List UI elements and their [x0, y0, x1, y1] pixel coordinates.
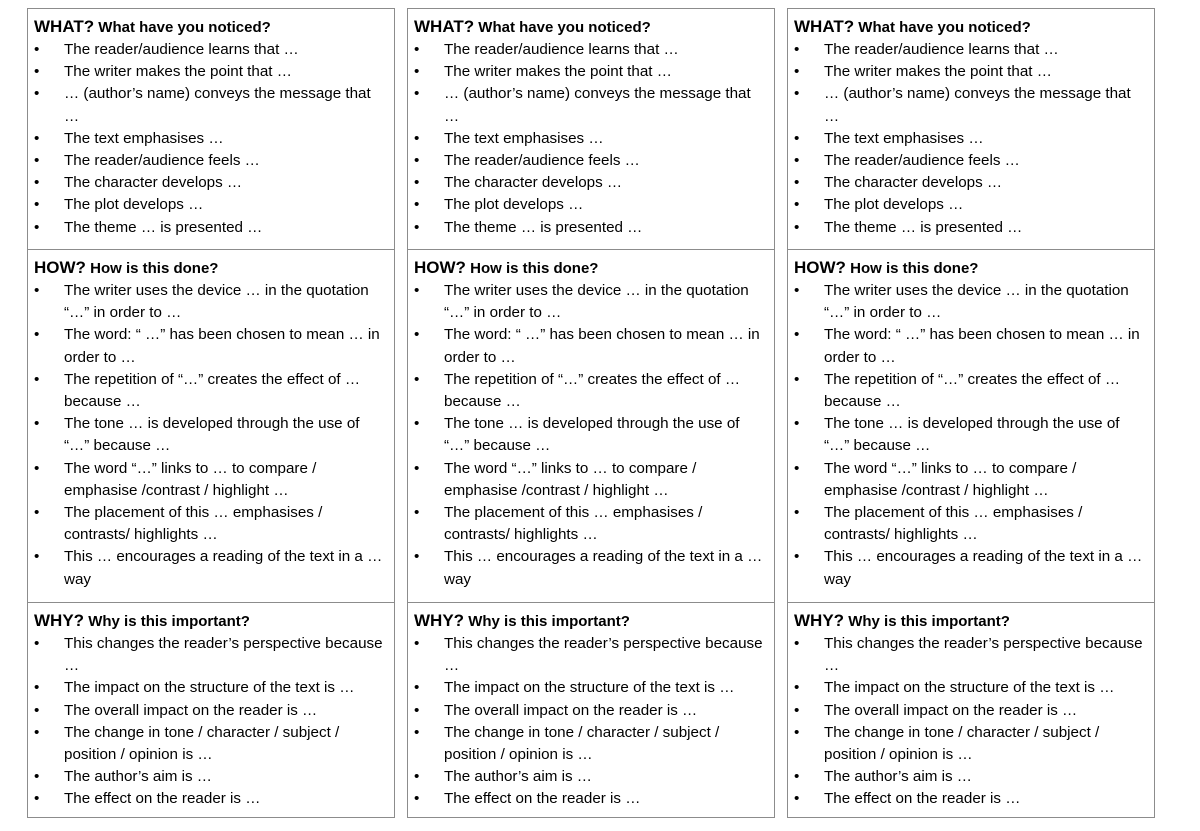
list-item-text: The writer makes the point that … [64, 63, 292, 81]
list-item [414, 217, 768, 239]
list-item-text: The character develops … [64, 174, 243, 192]
list-item [34, 128, 388, 150]
list-item [794, 458, 1148, 502]
bullet-icon: • [34, 679, 40, 697]
list-item [34, 150, 388, 172]
heading-subtitle: How is this done? [90, 260, 219, 277]
list-item-text: The change in tone / character / subject / position / opinion is … [444, 723, 720, 764]
list-item-text: The writer uses the device … in the quotation “…” in order to … [64, 282, 369, 322]
list-item [794, 217, 1148, 239]
list-item-text: The plot develops … [64, 196, 204, 214]
list-item-text: The author’s aim is … [444, 768, 592, 786]
bullet-icon: • [414, 152, 420, 170]
list-item-text: The theme … is presented … [64, 218, 263, 236]
bullet-icon: • [34, 85, 40, 103]
list-item [34, 280, 388, 324]
bullet-icon: • [34, 459, 40, 477]
list-item [414, 128, 768, 150]
heading-subtitle: What have you noticed? [478, 19, 651, 36]
why-section [28, 602, 394, 817]
bullet-icon: • [414, 679, 420, 697]
section-heading [794, 611, 1148, 632]
bullet-icon: • [414, 415, 420, 433]
what-section [408, 9, 774, 249]
list-item [34, 546, 388, 590]
prompt-list [34, 633, 388, 811]
bullet-icon: • [414, 370, 420, 388]
bullet-icon: • [414, 218, 420, 236]
list-item-text: The reader/audience feels … [64, 152, 260, 170]
heading-question: WHAT? [794, 17, 855, 36]
list-item-text: This … encourages a reading of the text in a … way [64, 548, 383, 588]
list-item-text: This changes the reader’s perspective because … [824, 635, 1143, 675]
list-item-text: The overall impact on the reader is … [824, 701, 1078, 719]
list-item-text: The character develops … [824, 174, 1003, 192]
list-item [414, 324, 768, 368]
list-item-text: The reader/audience learns that … [824, 41, 1059, 58]
bullet-icon: • [414, 282, 420, 299]
bullet-icon: • [414, 129, 420, 147]
list-item-text: The reader/audience feels … [824, 152, 1020, 170]
list-item-text: The word “…” links to … to compare / emphasise /contrast / highlight … [824, 459, 1077, 499]
list-item [414, 369, 768, 413]
list-item-text: The repetition of “…” creates the effect of … because … [64, 370, 361, 411]
what-section [28, 9, 394, 249]
bullet-icon: • [794, 282, 800, 299]
bullet-icon: • [34, 370, 40, 388]
bullet-icon: • [794, 723, 800, 741]
bullet-icon: • [794, 790, 800, 808]
list-item-text: The effect on the reader is … [824, 790, 1021, 808]
heading-subtitle: What have you noticed? [858, 19, 1031, 36]
list-item [34, 722, 388, 766]
list-item-text: The impact on the structure of the text is … [444, 679, 735, 697]
list-item-text: The plot develops … [444, 196, 584, 214]
bullet-icon: • [794, 635, 800, 652]
bullet-icon: • [794, 63, 800, 81]
list-item [34, 788, 388, 810]
heading-question: WHY? [794, 611, 845, 630]
list-item [34, 502, 388, 546]
list-item-text: The plot develops … [824, 196, 964, 214]
bullet-icon: • [414, 548, 420, 566]
why-section [788, 602, 1154, 817]
list-item-text: The word “…” links to … to compare / emphasise /contrast / highlight … [444, 459, 697, 499]
list-item-text: The author’s aim is … [824, 768, 972, 786]
bullet-icon: • [34, 129, 40, 147]
bullet-icon: • [794, 152, 800, 170]
bullet-icon: • [414, 326, 420, 344]
bullet-icon: • [794, 41, 800, 58]
bullet-icon: • [414, 63, 420, 81]
heading-subtitle: How is this done? [470, 260, 599, 277]
prompt-card-column-2 [407, 8, 775, 818]
bullet-icon: • [794, 415, 800, 433]
list-item [794, 194, 1148, 216]
list-item-text: This changes the reader’s perspective because … [444, 635, 763, 675]
list-item [794, 677, 1148, 699]
list-item [414, 150, 768, 172]
list-item [34, 61, 388, 83]
heading-subtitle: Why is this important? [468, 613, 630, 630]
section-heading [414, 17, 768, 38]
section-heading [34, 258, 388, 279]
list-item [794, 546, 1148, 590]
list-item-text: The effect on the reader is … [444, 790, 641, 808]
bullet-icon: • [794, 768, 800, 786]
list-item [414, 546, 768, 590]
heading-question: WHAT? [414, 17, 475, 36]
prompt-card-column-3 [787, 8, 1155, 818]
list-item [794, 172, 1148, 194]
bullet-icon: • [34, 635, 40, 652]
bullet-icon: • [794, 459, 800, 477]
bullet-icon: • [34, 63, 40, 81]
prompt-list [794, 280, 1148, 591]
bullet-icon: • [794, 370, 800, 388]
how-section [788, 249, 1154, 602]
list-item-text: The writer uses the device … in the quotation “…” in order to … [824, 282, 1129, 322]
list-item [34, 369, 388, 413]
list-item [414, 700, 768, 722]
list-item-text: The placement of this … emphasises / contrasts/ highlights … [824, 504, 1083, 544]
list-item [414, 502, 768, 546]
list-item [794, 700, 1148, 722]
heading-subtitle: Why is this important? [88, 613, 250, 630]
list-item-text: … (author’s name) conveys the message that … [444, 85, 751, 125]
bullet-icon: • [34, 41, 40, 58]
bullet-icon: • [34, 196, 40, 214]
list-item [414, 458, 768, 502]
list-item [794, 788, 1148, 810]
list-item [34, 633, 388, 677]
bullet-icon: • [414, 635, 420, 652]
list-item [794, 83, 1148, 127]
heading-question: HOW? [794, 258, 846, 277]
bullet-icon: • [794, 174, 800, 192]
list-item-text: The tone … is developed through the use of “…” because … [64, 415, 360, 455]
list-item [34, 458, 388, 502]
section-heading [34, 17, 388, 38]
list-item-text: The reader/audience feels … [444, 152, 640, 170]
bullet-icon: • [794, 218, 800, 236]
bullet-icon: • [414, 85, 420, 103]
bullet-icon: • [34, 152, 40, 170]
bullet-icon: • [794, 679, 800, 697]
list-item [794, 324, 1148, 368]
list-item [414, 788, 768, 810]
section-heading [34, 611, 388, 632]
list-item-text: The repetition of “…” creates the effect of … because … [824, 370, 1121, 411]
list-item [34, 39, 388, 61]
prompt-list [34, 280, 388, 591]
heading-subtitle: What have you noticed? [98, 19, 271, 36]
bullet-icon: • [34, 790, 40, 808]
heading-question: WHAT? [34, 17, 95, 36]
list-item-text: The word: “ …” has been chosen to mean … in order to … [824, 326, 1140, 366]
prompt-list [794, 39, 1148, 239]
list-item-text: The character develops … [444, 174, 623, 192]
list-item-text: The word: “ …” has been chosen to mean … in order to … [64, 326, 380, 366]
list-item-text: This … encourages a reading of the text in a … way [444, 548, 763, 588]
list-item-text: The placement of this … emphasises / contrasts/ highlights … [444, 504, 703, 544]
list-item [34, 194, 388, 216]
list-item-text: The effect on the reader is … [64, 790, 261, 808]
list-item [414, 413, 768, 457]
list-item [34, 324, 388, 368]
list-item-text: The placement of this … emphasises / contrasts/ highlights … [64, 504, 323, 544]
how-section [28, 249, 394, 602]
list-item [414, 677, 768, 699]
list-item-text: The reader/audience learns that … [64, 41, 299, 58]
bullet-icon: • [794, 85, 800, 103]
bullet-icon: • [414, 174, 420, 192]
bullet-icon: • [414, 459, 420, 477]
list-item-text: The overall impact on the reader is … [64, 701, 318, 719]
list-item [794, 150, 1148, 172]
how-section [408, 249, 774, 602]
bullet-icon: • [794, 129, 800, 147]
heading-subtitle: How is this done? [850, 260, 979, 277]
bullet-icon: • [414, 196, 420, 214]
list-item-text: The tone … is developed through the use of “…” because … [824, 415, 1120, 455]
list-item [414, 722, 768, 766]
bullet-icon: • [34, 282, 40, 299]
bullet-icon: • [34, 548, 40, 566]
list-item [794, 502, 1148, 546]
list-item-text: The reader/audience learns that … [444, 41, 679, 58]
list-item [414, 194, 768, 216]
list-item [794, 39, 1148, 61]
bullet-icon: • [34, 701, 40, 719]
section-heading [794, 17, 1148, 38]
list-item [34, 83, 388, 127]
heading-subtitle: Why is this important? [848, 613, 1010, 630]
prompt-list [414, 280, 768, 591]
bullet-icon: • [34, 768, 40, 786]
bullet-icon: • [794, 548, 800, 566]
bullet-icon: • [34, 218, 40, 236]
list-item [414, 633, 768, 677]
list-item-text: The change in tone / character / subject / position / opinion is … [824, 723, 1100, 764]
list-item [34, 413, 388, 457]
list-item [794, 61, 1148, 83]
bullet-icon: • [414, 701, 420, 719]
bullet-icon: • [414, 723, 420, 741]
bullet-icon: • [794, 196, 800, 214]
section-heading [414, 611, 768, 632]
bullet-icon: • [34, 174, 40, 192]
list-item-text: The author’s aim is … [64, 768, 212, 786]
list-item [794, 128, 1148, 150]
list-item-text: The text emphasises … [824, 129, 984, 147]
list-item-text: The text emphasises … [64, 129, 224, 147]
list-item [414, 766, 768, 788]
heading-question: WHY? [414, 611, 465, 630]
prompt-list [794, 633, 1148, 811]
list-item [794, 280, 1148, 324]
list-item-text: This … encourages a reading of the text in a … way [824, 548, 1143, 588]
list-item-text: The writer makes the point that … [824, 63, 1052, 81]
list-item [34, 677, 388, 699]
section-heading [414, 258, 768, 279]
list-item [414, 280, 768, 324]
heading-question: HOW? [34, 258, 86, 277]
list-item-text: The word: “ …” has been chosen to mean … in order to … [444, 326, 760, 366]
bullet-icon: • [414, 504, 420, 522]
heading-question: HOW? [414, 258, 466, 277]
list-item [34, 700, 388, 722]
list-item [34, 217, 388, 239]
list-item [414, 172, 768, 194]
bullet-icon: • [414, 768, 420, 786]
list-item-text: The change in tone / character / subject / position / opinion is … [64, 723, 340, 764]
what-section [788, 9, 1154, 249]
list-item-text: The overall impact on the reader is … [444, 701, 698, 719]
bullet-icon: • [794, 504, 800, 522]
list-item-text: The word “…” links to … to compare / emphasise /contrast / highlight … [64, 459, 317, 499]
list-item-text: The repetition of “…” creates the effect of … because … [444, 370, 741, 411]
bullet-icon: • [34, 723, 40, 741]
list-item [34, 172, 388, 194]
prompt-list [414, 39, 768, 239]
list-item-text: The text emphasises … [444, 129, 604, 147]
bullet-icon: • [34, 326, 40, 344]
list-item-text: The writer makes the point that … [444, 63, 672, 81]
list-item-text: The impact on the structure of the text is … [64, 679, 355, 697]
list-item-text: … (author’s name) conveys the message that … [64, 85, 371, 125]
list-item [794, 766, 1148, 788]
list-item [794, 369, 1148, 413]
list-item [414, 83, 768, 127]
list-item-text: The tone … is developed through the use of “…” because … [444, 415, 740, 455]
list-item [794, 633, 1148, 677]
prompt-card-column-1 [27, 8, 395, 818]
bullet-icon: • [414, 41, 420, 58]
list-item-text: The theme … is presented … [444, 218, 643, 236]
section-heading [794, 258, 1148, 279]
list-item [414, 39, 768, 61]
list-item-text: … (author’s name) conveys the message that … [824, 85, 1131, 125]
list-item [414, 61, 768, 83]
bullet-icon: • [794, 701, 800, 719]
why-section [408, 602, 774, 817]
list-item-text: The theme … is presented … [824, 218, 1023, 236]
prompt-list [34, 39, 388, 239]
list-item-text: The impact on the structure of the text is … [824, 679, 1115, 697]
list-item [794, 413, 1148, 457]
list-item [34, 766, 388, 788]
list-item-text: The writer uses the device … in the quotation “…” in order to … [444, 282, 749, 322]
bullet-icon: • [414, 790, 420, 808]
heading-question: WHY? [34, 611, 85, 630]
prompt-list [414, 633, 768, 811]
list-item [794, 722, 1148, 766]
list-item-text: This changes the reader’s perspective because … [64, 635, 383, 675]
bullet-icon: • [34, 415, 40, 433]
bullet-icon: • [34, 504, 40, 522]
bullet-icon: • [794, 326, 800, 344]
